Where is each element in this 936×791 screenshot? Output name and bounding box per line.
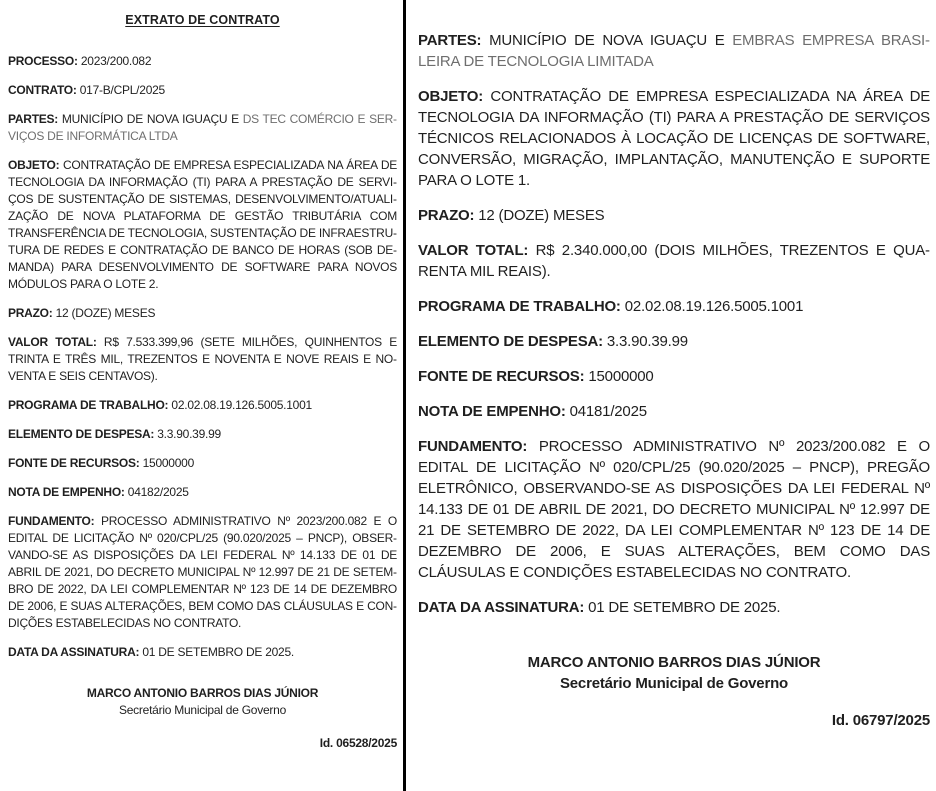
field-data-da-assinatura	[8, 644, 397, 661]
field-value: 12 (DOZE) MESES	[55, 306, 156, 320]
field-value: 3.3.90.39.99	[606, 333, 688, 350]
field-label: VALOR TOTAL:	[8, 335, 97, 349]
field-value: R$ 2.340.000,00 (DOIS MILHÕES, TREZENTOS E QUARENTA MIL REAIS).	[418, 242, 931, 280]
field-value: PROCESSO ADMINISTRATIVO Nº 2023/200.082 E O EDITAL DE LICITAÇÃO Nº 020/CPL/25 (90.020/2025 – PNCP), OBSERVANDO-SE AS DISPOSIÇÕES DA LEI FEDERAL Nº 14.133 DE 01 DE ABRIL DE 2021, DO DECRETO MUNICIPAL Nº 12.997 DE 21 DE SETEMBRO DE 2022, DA LEI COMPLEMENTAR Nº 123 DE 14 DE DEZEMBRO DE 2006, E SUAS ALTERAÇÕES, BEM COMO DAS CLÁUSULAS E CONDIÇÕES ESTABELECIDAS NO CONTRATO.	[8, 514, 397, 630]
field-label: NOTA DE EMPENHO:	[8, 485, 125, 499]
field-value: 01 DE SETEMBRO DE 2025.	[142, 645, 294, 659]
field-label: OBJETO:	[418, 88, 484, 105]
field-label: OBJETO:	[8, 158, 60, 172]
field-data-da-assinatura	[418, 597, 930, 618]
field-value: 02.02.08.19.126.5005.1001	[171, 398, 312, 412]
field-value: 12 (DOZE) MESES	[478, 207, 605, 224]
field-value: CONTRATAÇÃO DE EMPRESA ESPECIALIZADA NA ÁREA DE TECNOLOGIA DA INFORMAÇÃO (TI) PARA A PRESTAÇÃO DE SERVIÇOS DE SUSTENTAÇÃO DE SISTEMAS, DESENVOLVIMENTO/ATUALIZAÇÃO DE NOVA PLATAFORMA DE GESTÃO TRIBUTÁRIA COM TRANSFERÊNCIA DE TECNOLOGIA, SUSTENTAÇÃO DE INFRAESTRUTURA DE REDES E CONTRATAÇÃO DE BANCO DE HORAS (SOB DEMANDA) PARA DESENVOLVIMENTO DE SOFTWARE PARA NOVOS MÓDULOS PARA O LOTE 2.	[8, 158, 397, 291]
publication-id: Id. 06797/2025	[831, 712, 930, 729]
field-elemento-de-despesa	[418, 331, 930, 352]
publication-id: Id. 06528/2025	[319, 736, 397, 750]
field-value: 01 DE SETEMBRO DE 2025.	[588, 599, 781, 616]
contract-extract-right	[406, 0, 936, 791]
field-value: MUNICÍPIO DE NOVA IGUAÇU E	[489, 32, 725, 49]
field-label: PROCESSO:	[8, 54, 78, 68]
signature-block	[8, 685, 397, 719]
field-label: FONTE DE RECURSOS:	[418, 368, 585, 385]
field-value: MUNICÍPIO DE NOVA IGUAÇU E	[61, 112, 239, 126]
signature-block	[418, 652, 930, 694]
field-valor-total	[8, 334, 397, 385]
field-fundamento	[8, 513, 397, 632]
field-label: FUNDAMENTO:	[418, 438, 528, 455]
field-label: VALOR TOTAL:	[418, 242, 529, 259]
field-label: DATA DA ASSINATURA:	[8, 645, 140, 659]
field-label: CONTRATO:	[8, 83, 77, 97]
field-prazo	[8, 305, 397, 322]
field-value: 04182/2025	[127, 485, 189, 499]
field-value: CONTRATAÇÃO DE EMPRESA ESPECIALIZADA NA ÁREA DE TECNOLOGIA DA INFORMAÇÃO (TI) PARA A PRESTAÇÃO DE SERVIÇOS TÉCNICOS RELACIONADOS À LOCAÇÃO DE LICENÇAS DE SOFTWARE, CONVERSÃO, MIGRAÇÃO, IMPLANTAÇÃO, MANUTENÇÃO E SUPORTE PARA O LOTE 1.	[418, 88, 931, 189]
field-value: 3.3.90.39.99	[157, 427, 221, 441]
field-fundamento	[418, 436, 930, 583]
field-value: 15000000	[142, 456, 194, 470]
field-label: PROGRAMA DE TRABALHO:	[8, 398, 169, 412]
signatory-role: Secretário Municipal de Governo	[118, 703, 286, 717]
field-value-company: DS TEC COMÉRCIO E SERVIÇOS DE INFORMÁTICA LTDA	[8, 112, 397, 143]
field-label: PARTES:	[418, 32, 482, 49]
field-fonte-de-recursos	[418, 366, 930, 387]
field-value-company: EMBRAS EMPRESA BRASILEIRA DE TECNOLOGIA LIMITADA	[418, 32, 930, 70]
field-value: 017-B/CPL/2025	[79, 83, 165, 97]
field-nota-de-empenho	[418, 401, 930, 422]
contract-extract-left	[0, 0, 403, 791]
field-objeto	[8, 157, 397, 293]
field-value: PROCESSO ADMINISTRATIVO Nº 2023/200.082 E O EDITAL DE LICITAÇÃO Nº 020/CPL/25 (90.020/2025 – PNCP), PREGÃO ELETRÔNICO, OBSERVANDO-SE AS DISPOSIÇÕES DA LEI FEDERAL Nº 14.133 DE 01 DE ABRIL DE 2021, DO DECRETO MUNICIPAL Nº 12.997 DE 21 DE SETEMBRO DE 2022, DA LEI COMPLEMENTAR Nº 123 DE 14 DE DEZEMBRO DE 2006, E SUAS ALTERAÇÕES, BEM COMO DAS CLÁUSULAS E CONDIÇÕES ESTABELECIDAS NO CONTRATO.	[418, 438, 930, 581]
field-partes	[8, 111, 397, 145]
field-value: 02.02.08.19.126.5005.1001	[624, 298, 804, 315]
field-label: NOTA DE EMPENHO:	[418, 403, 566, 420]
field-contrato	[8, 82, 397, 99]
field-fonte-de-recursos	[8, 455, 397, 472]
field-label: PRAZO:	[418, 207, 475, 224]
field-programa-de-trabalho	[8, 397, 397, 414]
field-value: 04181/2025	[569, 403, 647, 420]
field-elemento-de-despesa	[8, 426, 397, 443]
page-title: EXTRATO DE CONTRATO	[125, 13, 280, 27]
field-nota-de-empenho	[8, 484, 397, 501]
signatory-name: MARCO ANTONIO BARROS DIAS JÚNIOR	[86, 686, 319, 700]
field-label: PRAZO:	[8, 306, 53, 320]
signatory-name: MARCO ANTONIO BARROS DIAS JÚNIOR	[527, 654, 821, 671]
field-valor-total	[418, 240, 930, 282]
field-partes	[418, 30, 930, 72]
field-label: FONTE DE RECURSOS:	[8, 456, 140, 470]
field-programa-de-trabalho	[418, 296, 930, 317]
field-label: ELEMENTO DE DESPESA:	[418, 333, 603, 350]
field-value: R$ 7.533.399,96 (SETE MILHÕES, QUINHENTOS E TRINTA E TRÊS MIL, TREZENTOS E NOVENTA E NOVE REAIS E NOVENTA E SEIS CENTAVOS).	[8, 335, 397, 383]
field-label: PROGRAMA DE TRABALHO:	[418, 298, 621, 315]
field-prazo	[418, 205, 930, 226]
field-label: PARTES:	[8, 112, 59, 126]
field-label: ELEMENTO DE DESPESA:	[8, 427, 155, 441]
field-label: DATA DA ASSINATURA:	[418, 599, 585, 616]
signatory-role: Secretário Municipal de Governo	[559, 675, 789, 692]
field-objeto	[418, 86, 930, 191]
field-processo	[8, 53, 397, 70]
field-value: 15000000	[588, 368, 654, 385]
field-value: 2023/200.082	[80, 54, 152, 68]
field-label: FUNDAMENTO:	[8, 514, 95, 528]
